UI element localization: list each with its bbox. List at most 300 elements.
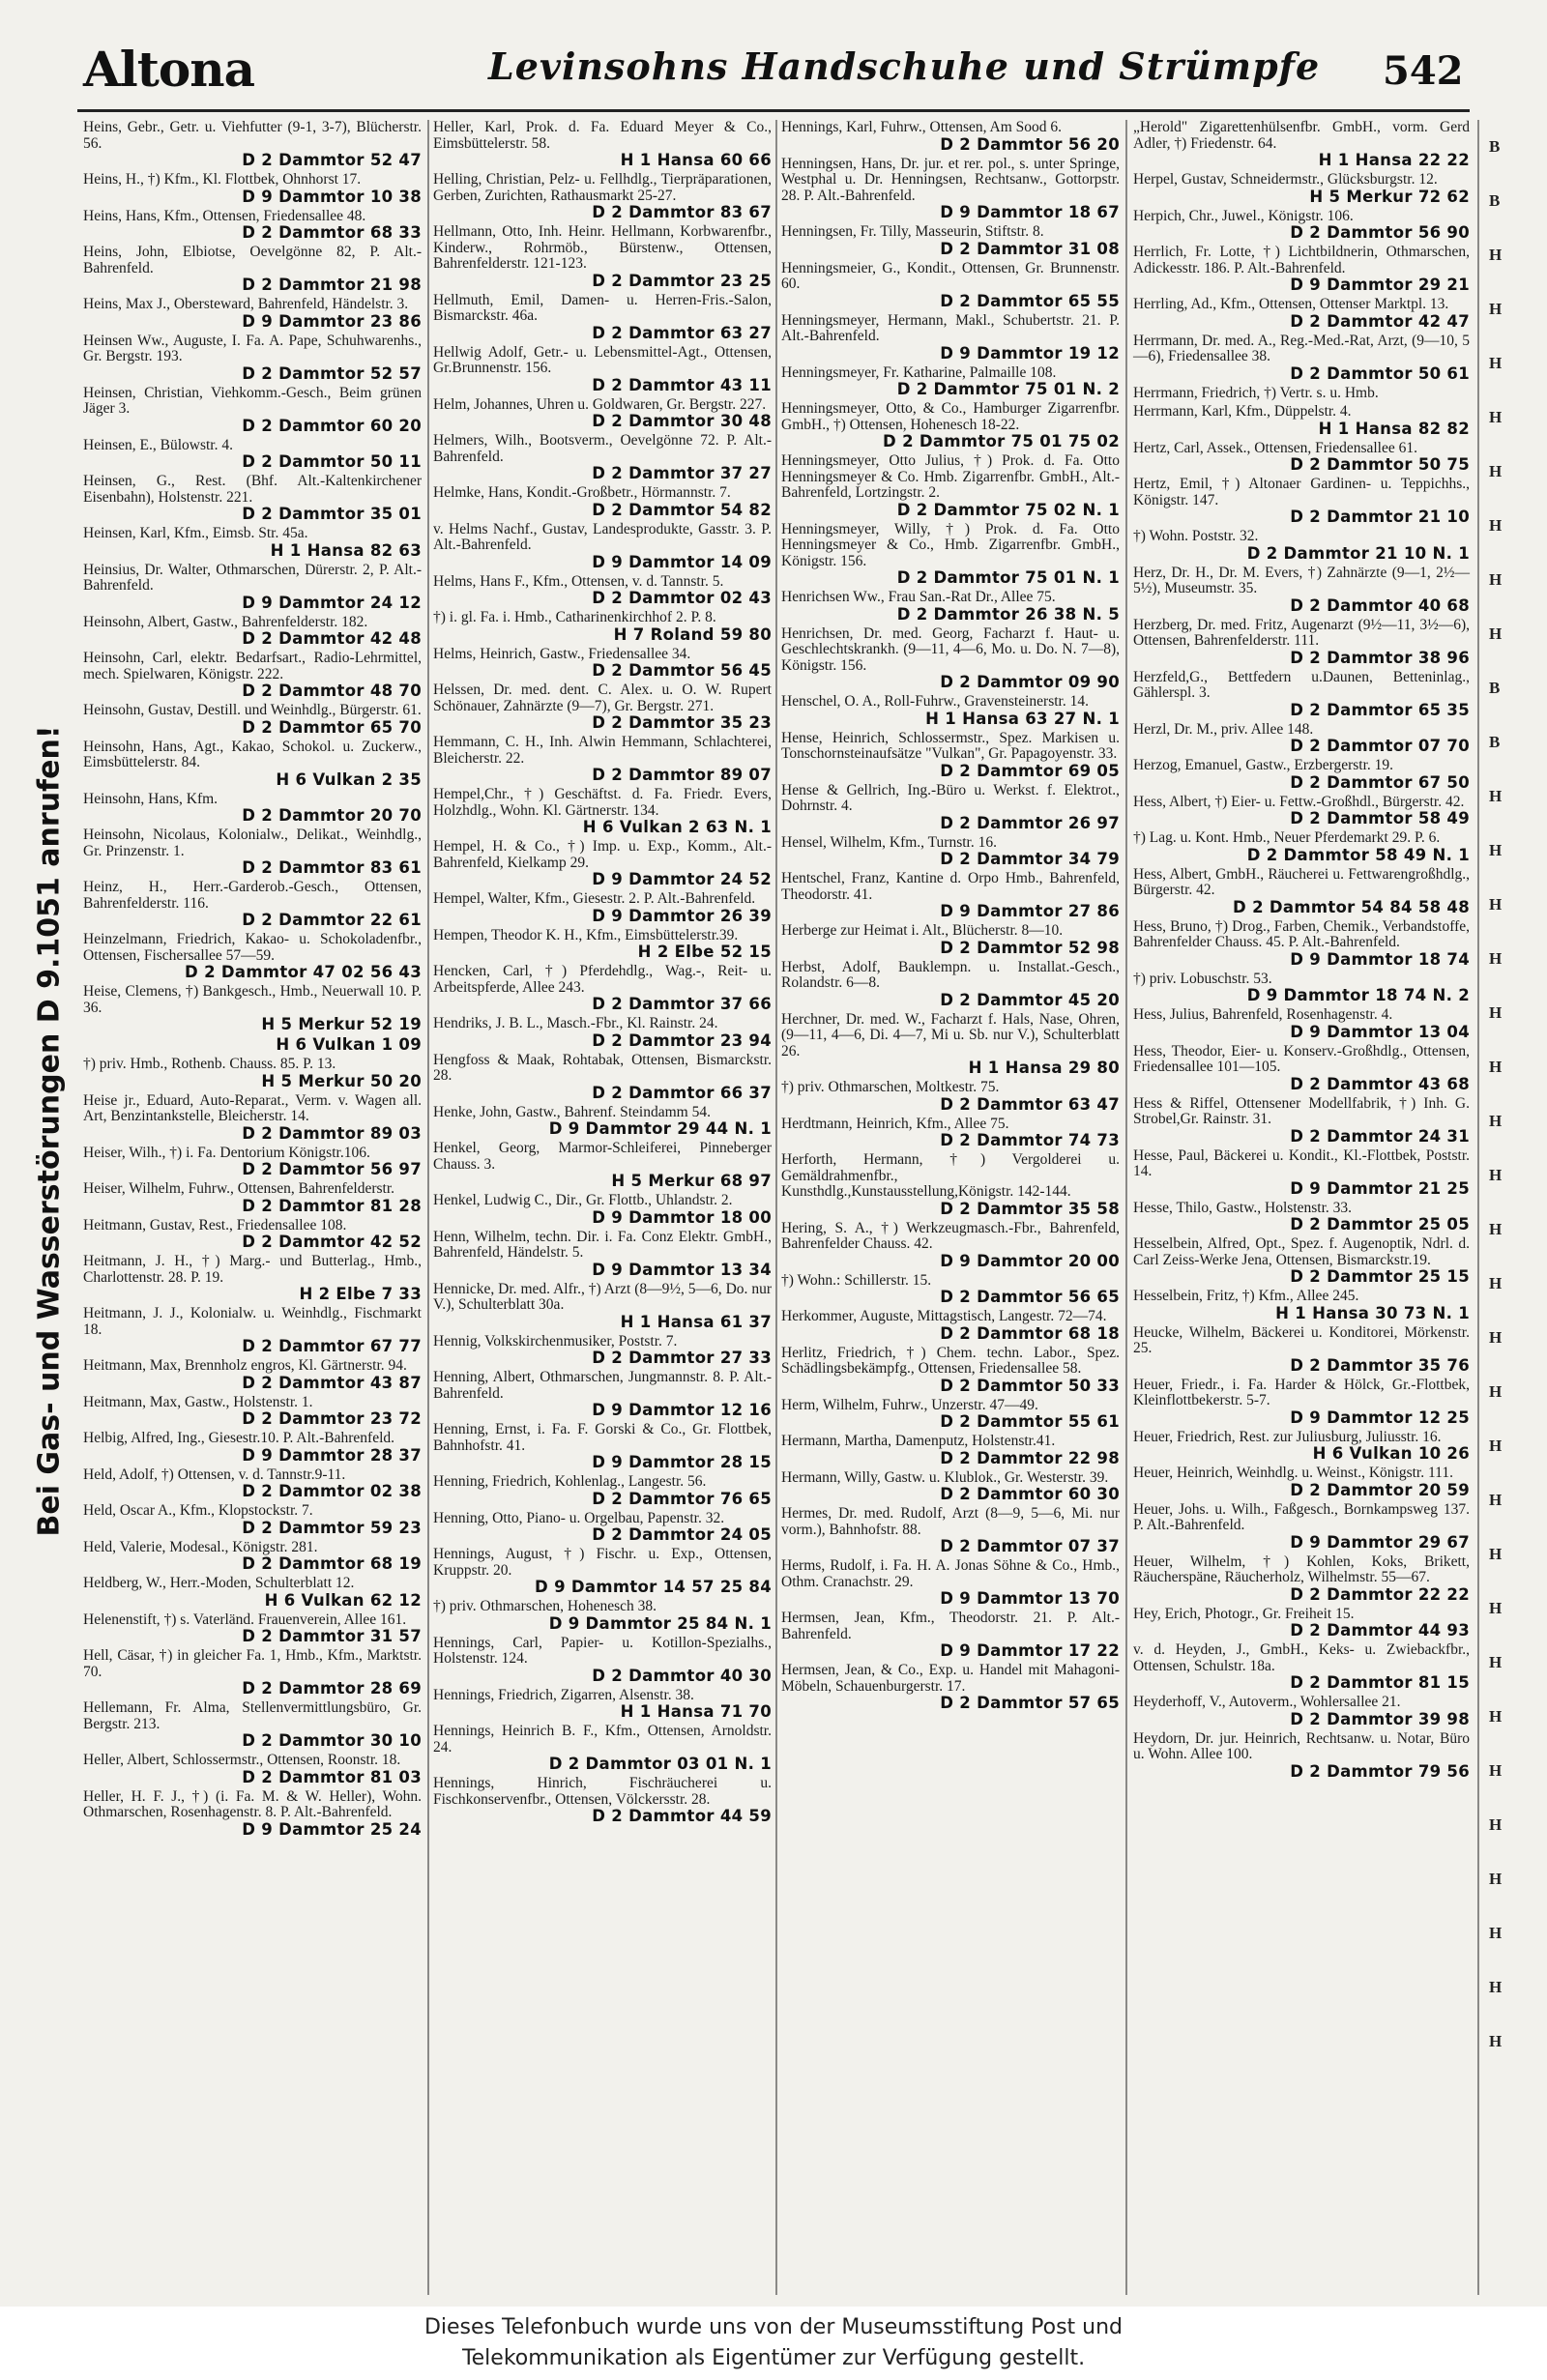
entry-text: Heuer, Heinrich, Weinhdlg. u. Weinst., Königstr. 111. <box>1133 1465 1453 1481</box>
entry-phone: D 2 Dammtor 07 70 <box>1290 737 1470 755</box>
entry-phone: H 1 Hansa 29 80 <box>968 1059 1120 1077</box>
directory-entry <box>433 1334 772 1368</box>
entry-phone: D 2 Dammtor 21 98 <box>242 276 422 294</box>
directory-entry <box>83 615 422 649</box>
entry-phone: D 2 Dammtor 23 25 <box>592 271 772 290</box>
directory-entry <box>1133 297 1470 331</box>
entry-phone: D 9 Dammtor 12 16 <box>592 1401 772 1419</box>
entry-text: Helms, Hans F., Kfm., Ottensen, v. d. Tannstr. 5. <box>433 572 724 590</box>
entry-phone: D 2 Dammtor 56 65 <box>940 1288 1120 1306</box>
advertisement-banner: Levinsohns Handschuhe und Strümpfe <box>488 44 1321 88</box>
directory-entry <box>433 1599 772 1633</box>
fragment-letter: H <box>1489 1599 1503 1617</box>
directory-entry <box>1133 867 1470 916</box>
entry-text: Hennings, Heinrich B. F., Kfm., Ottensen, Arnoldstr. 24. <box>433 1723 772 1756</box>
directory-entry <box>433 1016 772 1050</box>
directory-entry <box>1133 1607 1470 1640</box>
directory-entry <box>781 313 1120 363</box>
fragment-letter: H <box>1489 246 1503 264</box>
entry-text: Hertz, Carl, Assek., Ottensen, Friedensallee 61. <box>1133 439 1417 456</box>
directory-entry <box>781 365 1120 399</box>
directory-entry <box>83 1700 422 1750</box>
footer-line-1: Dieses Telefonbuch wurde uns von der Museumsstiftung Post und <box>423 2315 1124 2339</box>
entry-phone: D 2 Dammtor 27 33 <box>592 1349 772 1367</box>
directory-entry <box>781 731 1120 780</box>
entry-phone: D 2 Dammtor 35 01 <box>242 505 422 523</box>
directory-entry <box>1133 386 1470 402</box>
entry-text: Heitmann, J. J., Kolonialw. u. Weinhdlg., Fischmarkt 18. <box>83 1305 422 1338</box>
directory-entry <box>1133 1466 1470 1499</box>
directory-entry <box>781 1663 1120 1712</box>
entry-text: Hermann, Willy, Gastw. u. Klublok., Gr. Westerstr. 39. <box>781 1468 1109 1486</box>
fragment-letter: B <box>1489 191 1501 210</box>
directory-entry <box>781 224 1120 258</box>
entry-text: Hess, Julius, Bahrenfeld, Rosenhagenstr. 4. <box>1133 1006 1393 1023</box>
entry-phone: H 5 Merkur 68 97 <box>611 1172 772 1190</box>
directory-entry <box>781 626 1120 692</box>
entry-text: Hess, Bruno, †) Drog., Farben, Chemik., Verbandstoffe, Bahrenfelder Chauss. 45. P. Alt.-Bahrenfeld. <box>1133 917 1470 950</box>
fragment-letter: H <box>1489 300 1503 318</box>
entry-text: Heller, Albert, Schlossermstr., Ottensen, Roonstr. 18. <box>83 1752 401 1768</box>
directory-column-1 <box>83 120 422 2295</box>
entry-phone: D 2 Dammtor 58 49 <box>1290 809 1470 827</box>
directory-entry <box>433 682 772 732</box>
directory-entry <box>83 651 422 700</box>
directory-entry <box>83 1093 422 1143</box>
directory-entry <box>433 1230 772 1279</box>
entry-text: Henning, Otto, Piano- u. Orgelbau, Papenstr. 32. <box>433 1509 725 1526</box>
entry-text: Hempel, Walter, Kfm., Giesestr. 2. P. Alt.-Bahrenfeld. <box>433 890 756 907</box>
directory-entry <box>433 1776 772 1825</box>
directory-entry <box>83 120 422 169</box>
entry-text: Heldberg, W., Herr.-Moden, Schulterblatt 12. <box>83 1575 355 1591</box>
entry-phone: H 1 Hansa 82 63 <box>270 540 422 560</box>
entry-phone: D 2 Dammtor 50 33 <box>940 1376 1120 1395</box>
entry-phone: D 9 Dammtor 18 67 <box>940 203 1120 221</box>
entry-phone: D 2 Dammtor 56 97 <box>242 1160 422 1178</box>
entry-text: Heinsen, G., Rest. (Bhf. Alt.-Kaltenkirchener Eisenbahn), Holstenstr. 221. <box>83 473 422 506</box>
entry-text: Hendriks, J. B. L., Masch.-Fbr., Kl. Rainstr. 24. <box>433 1015 718 1031</box>
fragment-letter: H <box>1489 787 1503 805</box>
entry-phone: D 2 Dammtor 60 20 <box>242 416 422 435</box>
fragment-letter: H <box>1489 624 1503 643</box>
directory-entry <box>1133 1096 1470 1146</box>
entry-text: †) priv. Othmarschen, Hohenesch 38. <box>433 1598 657 1614</box>
entry-phone: D 2 Dammtor 75 01 75 02 <box>883 432 1120 450</box>
entry-phone: D 2 Dammtor 25 05 <box>1290 1215 1470 1234</box>
entry-phone: D 2 Dammtor 63 27 <box>592 323 772 342</box>
entry-text: †) i. gl. Fa. i. Hmb., Catharinenkirchhof 2. P. 8. <box>433 609 716 625</box>
directory-entry <box>1133 1201 1470 1234</box>
entry-phone: D 2 Dammtor 56 90 <box>1290 223 1470 242</box>
directory-entry <box>1133 919 1470 969</box>
entry-text: Hense & Gellrich, Ing.-Büro u. Werkst. f. Elektrot., Dohrnstr. 4. <box>781 781 1120 814</box>
entry-phone: D 2 Dammtor 28 69 <box>242 1679 422 1698</box>
directory-entry <box>83 1057 422 1090</box>
entry-text: Held, Adolf, †) Ottensen, v. d. Tannstr.9-11. <box>83 1466 346 1483</box>
entry-phone: D 2 Dammtor 44 93 <box>1290 1621 1470 1640</box>
entry-phone: D 2 Dammtor 21 10 N. 1 <box>1246 543 1470 563</box>
entry-phone: D 9 Dammtor 24 52 <box>592 870 772 888</box>
directory-column-3 <box>781 120 1120 2295</box>
directory-entry <box>781 401 1120 450</box>
entry-text: Heitmann, Max, Gastw., Holstenstr. 1. <box>83 1393 313 1410</box>
entry-text: Heinsen Ww., Auguste, I. Fa. A. Pape, Schuhwarenhs., Gr. Bergstr. 193. <box>83 332 422 364</box>
directory-entry <box>781 157 1120 222</box>
entry-phone: D 2 Dammtor 54 84 58 48 <box>1233 897 1470 916</box>
directory-entry <box>83 703 422 737</box>
directory-entry <box>433 1511 772 1545</box>
directory-entry <box>1133 670 1470 719</box>
directory-entry <box>781 1152 1120 1218</box>
directory-entry <box>1133 722 1470 756</box>
directory-entry <box>433 1422 772 1471</box>
entry-phone: D 2 Dammtor 42 48 <box>242 629 422 648</box>
entry-phone: D 2 Dammtor 76 65 <box>592 1489 772 1508</box>
directory-entry <box>83 1218 422 1252</box>
entry-text: Hell, Cäsar, †) in gleicher Fa. 1, Hmb., Kfm., Marktstr. 70. <box>83 1647 422 1680</box>
entry-text: Helmke, Hans, Kondit.-Großbetr., Hörmannstr. 7. <box>433 484 731 501</box>
entry-text: Henningsmeyer, Otto Julius, †) Prok. d. Fa. Otto Henningsmeyer & Co. Hmb. Zigarrenfbr. GmbH., Alt.-Bahrenfeld, Lortzingstr. 2. <box>781 452 1120 501</box>
entry-phone: D 9 Dammtor 18 74 N. 2 <box>1246 986 1470 1004</box>
entry-phone: D 2 Dammtor 35 76 <box>1290 1355 1470 1375</box>
directory-entry <box>83 1467 422 1501</box>
fragment-letter: H <box>1489 354 1503 372</box>
entry-text: Heyderhoff, V., Autoverm., Wohlersallee 21. <box>1133 1694 1401 1710</box>
entry-text: Hey, Erich, Photogr., Gr. Freiheit 15. <box>1133 1605 1355 1622</box>
directory-entry <box>1133 529 1470 563</box>
directory-entry <box>83 1036 422 1054</box>
entry-text: Hennig, Volkskirchenmusiker, Poststr. 7. <box>433 1332 678 1350</box>
directory-entry <box>1133 1502 1470 1552</box>
entry-text: Heller, H. F. J., †) (i. Fa. M. & W. Heller), Wohn. Othmarschen, Rosenhagenstr. 8. P. Alt.-Bahrenfeld. <box>83 1787 422 1820</box>
entry-phone: D 9 Dammtor 18 74 <box>1290 949 1470 969</box>
directory-entry <box>1133 830 1470 864</box>
directory-entry <box>1133 120 1470 169</box>
directory-entry <box>781 783 1120 832</box>
entry-phone: D 9 Dammtor 18 00 <box>592 1207 772 1227</box>
entry-text: Herzberg, Dr. med. Fritz, Augenarzt (9½—11, 3½—6), Ottensen, Bahrenfelderstr. 111. <box>1133 616 1470 649</box>
directory-entry <box>83 438 422 472</box>
entry-text: Herpich, Chr., Juwel., Königstr. 106. <box>1133 207 1354 224</box>
entry-text: Heinsohn, Hans, Kfm. <box>83 790 219 807</box>
entry-text: Heinsohn, Gustav, Destill. und Weinhdlg., Bürgerstr. 61. <box>83 702 422 718</box>
entry-text: †) priv. Lobuschstr. 53. <box>1133 970 1272 987</box>
entry-text: Henkel, Ludwig C., Dir., Gr. Flottb., Uhlandstr. 2. <box>433 1192 733 1208</box>
directory-entry <box>1133 477 1470 526</box>
entry-text: Herrlich, Fr. Lotte, †) Lichtbildnerin, Othmarschen, Adickesstr. 186. P. Alt.-Bahrenfeld. <box>1133 244 1470 276</box>
entry-text: Hencken, Carl, †) Pferdehdlg., Wag.-, Reit- u. Arbeitspferde, Allee 243. <box>433 963 772 996</box>
entry-text: Henningsmeyer, Otto, & Co., Hamburger Zigarrenfbr. GmbH., †) Ottensen, Hohenesch 18-22. <box>781 400 1120 433</box>
entry-text: Heiser, Wilhelm, Fuhrw., Ottensen, Bahrenfelderstr. <box>83 1180 395 1197</box>
entry-text: Henning, Ernst, i. Fa. F. Gorski & Co., Gr. Flottbek, Bahnhofstr. 41. <box>433 1421 772 1454</box>
entry-phone: D 2 Dammtor 66 37 <box>592 1083 772 1102</box>
directory-entry <box>781 1273 1120 1307</box>
entry-text: †) Wohn. Poststr. 32. <box>1133 528 1259 544</box>
entry-text: Hensel, Wilhelm, Kfm., Turnstr. 16. <box>781 833 997 851</box>
fragment-letter: H <box>1489 516 1503 535</box>
entry-text: Hentschel, Franz, Kantine d. Orpo Hmb., Bahrenfeld, Theodorstr. 41. <box>781 870 1120 903</box>
directory-entry <box>781 453 1120 519</box>
entry-text: Heinsen, Christian, Viehkomm.-Gesch., Beim grünen Jäger 3. <box>83 384 422 417</box>
entry-phone: H 1 Hansa 63 27 N. 1 <box>925 709 1120 728</box>
entry-text: v. d. Heyden, J., GmbH., Keks- u. Zwiebackfbr., Ottensen, Schulstr. 18a. <box>1133 1641 1470 1674</box>
entry-phone: D 9 Dammtor 20 00 <box>940 1251 1120 1270</box>
entry-text: Henningsen, Fr. Tilly, Masseurin, Stiftstr. 8. <box>781 223 1044 240</box>
entry-phone: D 9 Dammtor 28 37 <box>242 1445 422 1465</box>
entry-phone: H 5 Merkur 50 20 <box>261 1071 422 1090</box>
directory-entry <box>1133 1695 1470 1728</box>
directory-entry <box>781 1558 1120 1608</box>
directory-entry <box>781 1012 1120 1078</box>
fragment-letter: B <box>1489 733 1501 751</box>
fragment-letter: H <box>1489 570 1503 589</box>
entry-phone: D 9 Dammtor 17 22 <box>940 1641 1120 1660</box>
directory-entry <box>433 928 772 962</box>
entry-phone: H 6 Vulkan 10 26 <box>1312 1444 1470 1463</box>
entry-text: Heuer, Johs. u. Wilh., Faßgesch., Bornkampsweg 137. P. Alt.-Bahrenfeld. <box>1133 1500 1470 1533</box>
entry-text: Hering, S. A., †) Werkzeugmasch.-Fbr., Bahrenfeld, Bahrenfelder Chauss. 42. <box>781 1219 1120 1252</box>
fragment-letter: H <box>1489 1437 1503 1455</box>
entry-phone: D 9 Dammtor 10 38 <box>242 187 422 206</box>
entry-text: Heuer, Wilhelm, †) Kohlen, Koks, Brikett, Räucherspäne, Räucherholz, Wilhelmstr. 55—67. <box>1133 1553 1470 1585</box>
entry-text: Heitmann, Max, Brennholz engros, Kl. Gärtnerstr. 94. <box>83 1357 407 1374</box>
entry-phone: D 2 Dammtor 23 94 <box>592 1030 772 1050</box>
entry-phone: D 2 Dammtor 25 15 <box>1290 1267 1470 1286</box>
fragment-letter: H <box>1489 1166 1503 1184</box>
entry-phone: D 2 Dammtor 47 02 56 43 <box>185 963 422 981</box>
directory-entry <box>433 1688 772 1722</box>
directory-entry <box>83 984 422 1033</box>
entry-text: Herrmann, Dr. med. A., Reg.-Med.-Rat, Arzt, (9—10, 5—6), Friedensallee 38. <box>1133 332 1470 364</box>
entry-text: Herkommer, Auguste, Mittagstisch, Langestr. 72—74. <box>781 1308 1107 1324</box>
directory-entry <box>433 224 772 290</box>
entry-text: Hellmuth, Emil, Damen- u. Herren-Fris.-Salon, Bismarckstr. 46a. <box>433 291 772 324</box>
side-notice <box>29 725 70 1537</box>
entry-phone: H 6 Vulkan 1 09 <box>276 1035 422 1054</box>
directory-column-4 <box>1133 120 1470 2295</box>
directory-entry <box>781 1506 1120 1555</box>
entry-phone: D 2 Dammtor 59 23 <box>242 1518 422 1537</box>
directory-entry <box>433 1370 772 1419</box>
entry-text: „Herold" Zigarettenhülsenfbr. GmbH., vorm. Gerd Adler, †) Friedenstr. 64. <box>1133 119 1470 152</box>
entry-text: Hennings, Friedrich, Zigarren, Alsenstr. 38. <box>433 1686 694 1703</box>
directory-entry <box>781 1346 1120 1395</box>
entry-text: Helm, Johannes, Uhren u. Goldwaren, Gr. Bergstr. 227. <box>433 395 767 413</box>
entry-phone: D 9 Dammtor 25 84 N. 1 <box>548 1613 772 1633</box>
directory-entry <box>433 839 772 888</box>
entry-text: Heins, Max J., Obersteward, Bahrenfeld, Händelstr. 3. <box>83 296 409 312</box>
directory-entry <box>433 433 772 482</box>
entry-phone: H 2 Elbe 52 15 <box>637 943 772 961</box>
fragment-letter: H <box>1489 1978 1503 1996</box>
directory-entry <box>433 647 772 681</box>
directory-entry <box>781 1434 1120 1467</box>
entry-phone: D 2 Dammtor 23 72 <box>242 1409 422 1428</box>
entry-phone: D 2 Dammtor 75 02 N. 1 <box>896 500 1120 519</box>
entry-text: Heise, Clemens, †) Bankgesch., Hmb., Neuerwall 10. P. 36. <box>83 983 422 1016</box>
directory-entry <box>781 835 1120 869</box>
entry-text: Hengfoss & Maak, Rohtabak, Ottensen, Bismarckstr. 28. <box>433 1051 772 1084</box>
entry-text: Herlitz, Friedrich, †) Chem. techn. Labor., Spez. Schädlingsbekämpfg., Ottensen, Friedensallee 58. <box>781 1344 1120 1377</box>
directory-entry <box>83 526 422 560</box>
entry-phone: D 2 Dammtor 75 01 N. 2 <box>896 380 1120 398</box>
entry-text: Herrmann, Karl, Kfm., Düppelstr. 4. <box>1133 403 1352 420</box>
fragment-letter: H <box>1489 1003 1503 1022</box>
entry-phone: H 2 Elbe 7 33 <box>299 1285 422 1303</box>
directory-entry <box>433 574 772 608</box>
entry-text: Hess, Albert, †) Eier- u. Fettw.-Großhdl., Bürgerstr. 42. <box>1133 793 1465 810</box>
entry-text: Heinsohn, Carl, elektr. Bedarfsart., Radio-Lehrmittel, mech. Spielwaren, Königstr. 222. <box>83 650 422 682</box>
directory-entry <box>83 172 422 206</box>
entry-phone: H 5 Merkur 72 62 <box>1309 187 1470 206</box>
entry-text: Heinsohn, Nicolaus, Kolonialw., Delikat., Weinhdlg., Gr. Prinzenstr. 1. <box>83 827 422 859</box>
directory-entry <box>781 871 1120 920</box>
column-divider <box>775 120 777 2295</box>
entry-text: Hennings, Karl, Fuhrw., Ottensen, Am Sood 6. <box>781 119 1063 135</box>
entry-phone: D 2 Dammtor 26 38 N. 5 <box>896 604 1120 624</box>
entry-text: Hennings, Carl, Papier- u. Kotillon-Spezialhs., Holstenstr. 124. <box>433 1634 772 1667</box>
entry-text: Helling, Christian, Pelz- u. Fellhdlg., Tierpräparationen, Gerben, Zurichten, Rathausmarkt 25-27. <box>433 171 772 204</box>
entry-phone: D 2 Dammtor 38 96 <box>1290 648 1470 667</box>
entry-text: †) priv. Hmb., Rothenb. Chauss. 85. P. 13. <box>83 1056 336 1072</box>
directory-entry <box>83 1789 422 1839</box>
entry-phone: D 2 Dammtor 52 98 <box>940 938 1120 957</box>
entry-text: Heins, Gebr., Getr. u. Viehfutter (9-1, 3-7), Blücherstr. 56. <box>83 119 422 152</box>
entry-text: Henrichsen Ww., Frau San.-Rat Dr., Allee 75. <box>781 589 1056 605</box>
entry-phone: D 2 Dammtor 81 03 <box>242 1767 422 1786</box>
column-divider <box>427 120 429 2295</box>
directory-entry <box>781 1309 1120 1343</box>
entry-phone: D 2 Dammtor 89 03 <box>242 1123 422 1143</box>
fragment-letter: H <box>1489 949 1503 968</box>
entry-phone: D 2 Dammtor 58 49 N. 1 <box>1246 845 1470 864</box>
footer-line-2: Telekommunikation als Eigentümer zur Verfügung gestellt. <box>461 2346 1086 2370</box>
directory-entry <box>433 397 772 431</box>
entry-phone: D 2 Dammtor 42 52 <box>242 1233 422 1251</box>
entry-text: Heuer, Friedrich, Rest. zur Juliusburg, Juliusstr. 16. <box>1133 1428 1442 1445</box>
entry-text: Helbig, Alfred, Ing., Giesestr.10. P. Alt.-Bahrenfeld. <box>83 1430 395 1446</box>
entry-phone: D 2 Dammtor 24 31 <box>1290 1126 1470 1146</box>
directory-entry <box>83 386 422 435</box>
entry-phone: D 2 Dammtor 07 37 <box>940 1537 1120 1555</box>
entry-phone: D 2 Dammtor 63 47 <box>940 1094 1120 1114</box>
entry-phone: D 2 Dammtor 55 61 <box>940 1412 1120 1431</box>
entry-phone: D 2 Dammtor 68 19 <box>242 1554 422 1573</box>
entry-text: †) priv. Othmarschen, Moltkestr. 75. <box>781 1079 1000 1095</box>
directory-entry <box>1133 1148 1470 1198</box>
entry-phone: D 2 Dammtor 03 01 N. 1 <box>548 1755 772 1773</box>
directory-entry <box>1133 1731 1470 1781</box>
entry-phone: D 2 Dammtor 89 07 <box>592 766 772 784</box>
entry-phone: D 2 Dammtor 20 70 <box>242 806 422 825</box>
directory-entry <box>433 1105 772 1139</box>
fragment-letter: H <box>1489 1058 1503 1076</box>
entry-text: Herforth, Hermann, †) Vergolderei u. Gemäldrahmenfbr., Kunsthdlg.,Kunstausstellung,Königstr. 142-144. <box>781 1151 1120 1200</box>
fragment-letter: H <box>1489 1328 1503 1347</box>
entry-text: Hense, Heinrich, Schlossermstr., Spez. Markisen u. Tonschornsteinaufsätze "Vulkan", Gr. Papagoyenstr. 33. <box>781 729 1120 762</box>
directory-entry <box>433 1724 772 1773</box>
directory-entry <box>433 1282 772 1331</box>
entry-phone: D 2 Dammtor 67 77 <box>242 1337 422 1355</box>
directory-entry <box>433 120 772 169</box>
entry-text: Heinzelmann, Friedrich, Kakao- u. Schokoladenfbr., Ottensen, Fischersallee 57—59. <box>83 931 422 964</box>
entry-phone: H 1 Hansa 60 66 <box>620 151 772 169</box>
header-rule <box>77 109 1470 112</box>
entry-phone: D 9 Dammtor 23 86 <box>242 311 422 331</box>
entry-text: Herdtmann, Heinrich, Kfm., Allee 75. <box>781 1115 1009 1132</box>
entry-text: Hempen, Theodor K. H., Kfm., Eimsbüttelerstr.39. <box>433 926 739 943</box>
directory-entry <box>781 1221 1120 1270</box>
entry-phone: H 1 Hansa 61 37 <box>620 1312 772 1331</box>
entry-phone: D 2 Dammtor 60 30 <box>940 1485 1120 1503</box>
entry-phone: D 2 Dammtor 35 23 <box>592 713 772 732</box>
directory-entry <box>83 880 422 929</box>
entry-phone: D 2 Dammtor 83 61 <box>242 858 422 877</box>
directory-entry <box>1133 972 1470 1005</box>
entry-phone: D 2 Dammtor 81 15 <box>1290 1673 1470 1692</box>
column-divider <box>1477 120 1479 2295</box>
entry-phone: D 2 Dammtor 75 01 N. 1 <box>896 568 1120 587</box>
directory-entry <box>433 964 772 1013</box>
entry-text: Hesselbein, Alfred, Opt., Spez. f. Augenoptik, Ndrl. d. Carl Zeiss-Werke Jena, Ottensen, Bismarckstr.19. <box>1133 1235 1470 1268</box>
fragment-letter: H <box>1489 1761 1503 1780</box>
entry-text: Herchner, Dr. med. W., Facharzt f. Hals, Nase, Ohren, (9—11, 4—6, Di. 4—7, Mi u. Sb. nur V.), Schulterblatt 26. <box>781 1010 1120 1059</box>
directory-entry <box>1133 209 1470 243</box>
entry-phone: D 2 Dammtor 45 20 <box>940 990 1120 1009</box>
directory-entry <box>433 345 772 394</box>
directory-entry <box>1133 1378 1470 1427</box>
directory-entry <box>1133 245 1470 294</box>
entry-text: Hess, Albert, GmbH., Räucherei u. Fettwarengroßhdlg., Bürgerstr. 42. <box>1133 865 1470 898</box>
fragment-letter: H <box>1489 1870 1503 1888</box>
entry-phone: D 2 Dammtor 30 10 <box>242 1731 422 1750</box>
fragment-letter: H <box>1489 1653 1503 1671</box>
directory-entry <box>433 522 772 571</box>
directory-entry <box>1133 566 1470 615</box>
adjacent-page-fragment <box>1489 120 1547 2295</box>
entry-phone: D 2 Dammtor 81 28 <box>242 1196 422 1215</box>
entry-text: Hess & Riffel, Ottensener Modellfabrik, †) Inh. G. Strobel,Gr. Rainstr. 31. <box>1133 1094 1470 1127</box>
page-number: 542 <box>1383 48 1464 94</box>
directory-entry <box>781 1470 1120 1504</box>
entry-phone: D 9 Dammtor 28 15 <box>592 1453 772 1471</box>
entry-text: Henning, Albert, Othmarschen, Jungmannstr. 8. P. Alt.-Bahrenfeld. <box>433 1369 772 1402</box>
entry-phone: D 2 Dammtor 54 82 <box>592 500 772 519</box>
directory-entry <box>83 1612 422 1646</box>
entry-phone: D 2 Dammtor 50 75 <box>1290 455 1470 474</box>
entry-text: †) Wohn.: Schillerstr. 15. <box>781 1271 932 1289</box>
directory-entry <box>83 209 422 243</box>
entry-phone: D 2 Dammtor 30 48 <box>592 412 772 430</box>
entry-phone: D 9 Dammtor 27 86 <box>940 902 1120 920</box>
fragment-letter: H <box>1489 1220 1503 1238</box>
directory-entry <box>781 1080 1120 1114</box>
directory-entry <box>83 297 422 331</box>
entry-phone: D 9 Dammtor 13 04 <box>1290 1022 1470 1041</box>
fragment-letter: H <box>1489 895 1503 914</box>
directory-entry <box>83 1358 422 1392</box>
entry-phone: D 2 Dammtor 65 70 <box>242 717 422 737</box>
directory-entry <box>83 1576 422 1610</box>
entry-text: Hennings, August, †) Fischr. u. Exp., Ottensen, Kruppstr. 20. <box>433 1546 772 1579</box>
directory-entry <box>781 1117 1120 1150</box>
directory-entry <box>433 787 772 836</box>
entry-text: Hertz, Emil, †) Altonaer Gardinen- u. Teppichhs., Königstr. 147. <box>1133 476 1470 508</box>
fragment-letter: H <box>1489 1815 1503 1834</box>
entry-phone: D 2 Dammtor 43 87 <box>242 1373 422 1392</box>
fragment-letter: H <box>1489 1274 1503 1292</box>
